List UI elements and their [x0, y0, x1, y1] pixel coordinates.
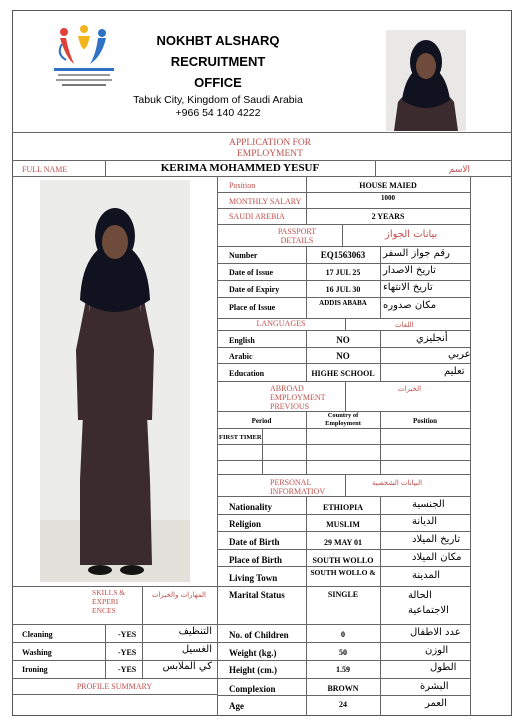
abroad-section-label-ar: الخبرات: [398, 385, 422, 393]
arabic-value: NO: [336, 351, 350, 361]
education-ar: تعليم: [444, 366, 465, 377]
expiry-date-value: 16 JUL 30: [325, 285, 361, 294]
dob-label: Date of Birth: [229, 537, 280, 547]
issue-date-ar: تاريخ الاصدار: [383, 265, 436, 276]
languages-section-label-ar: اللغات: [395, 321, 414, 329]
issue-date-label: Date of Issue: [229, 268, 273, 277]
profile-summary-label: PROFILE SUMMARY: [76, 682, 153, 691]
company-name-line3: OFFICE: [194, 75, 242, 90]
passport-section-label: PASSPORT DETAILS: [277, 227, 317, 245]
nationality-label: Nationality: [229, 502, 273, 512]
company-phone: +966 54 140 4222: [175, 107, 261, 119]
personal-section-label: PERSONAL INFORMATIOV: [270, 478, 326, 496]
living-town-ar: المدينة: [412, 570, 441, 581]
english-label: English: [229, 336, 255, 345]
col-position: Position: [412, 417, 438, 425]
weight-label: Weight (kg.): [229, 648, 277, 658]
header-photo: [386, 30, 466, 131]
full-name-label-ar: الاسم: [448, 165, 470, 175]
religion-value: MUSLIM: [326, 520, 360, 529]
issue-date-value: 17 JUL 25: [325, 268, 361, 277]
education-value: HIGHE SCHOOL: [311, 369, 375, 378]
marital-status-ar: الحالة الاجتماعية: [408, 590, 449, 616]
form-title-line2: EMPLOYMENT: [237, 149, 303, 159]
pob-value: SOUTH WOLLO: [312, 556, 374, 565]
arabic-ar: عربي: [448, 349, 471, 360]
skill-washing-ar: الغسيل: [181, 644, 212, 655]
passport-number-ar: رقم جواز السفر: [383, 248, 450, 259]
skill-washing-label: Washing: [22, 648, 52, 657]
pob-ar: مكان الميلاد: [412, 552, 462, 563]
living-town-value: SOUTH WOLLO &: [310, 568, 376, 577]
weight-value: 50: [339, 648, 347, 657]
pob-label: Place of Birth: [229, 555, 282, 565]
company-city: Tabuk City, Kingdom of Saudi Arabia: [133, 94, 303, 106]
english-value: NO: [336, 335, 350, 345]
form-title-line1: APPLICATION FOR: [228, 138, 312, 148]
company-logo: [52, 24, 116, 90]
weight-ar: الوزن: [425, 645, 449, 656]
personal-section-label-ar: البيانات الشخصية: [372, 479, 423, 487]
age-value: 24: [339, 700, 347, 709]
col-country: Country of Employment: [325, 412, 361, 427]
religion-ar: الديانة: [412, 516, 438, 527]
passport-number-value: EQ1563063: [320, 250, 366, 260]
passport-section-label-ar: بيانات الجواز: [385, 229, 438, 240]
height-ar: الطول: [430, 662, 457, 673]
company-name-line1: NOKHBT ALSHARQ: [156, 33, 280, 48]
full-name-value: KERIMA MOHAMMED YESUF: [160, 162, 320, 174]
complexion-value: BROWN: [327, 684, 359, 693]
expiry-date-label: Date of Expiry: [229, 285, 280, 294]
position-label: Position: [229, 181, 256, 190]
skill-washing-value: -YES: [118, 648, 137, 657]
first-timer-label: FIRST TIMER: [219, 434, 262, 441]
dob-ar: تاريخ الميلاد: [412, 534, 461, 545]
passport-number-label: Number: [229, 251, 258, 260]
nationality-ar: الجنسية: [412, 499, 445, 510]
skill-cleaning-label: Cleaning: [22, 630, 53, 639]
languages-section-label: LANGUAGES: [256, 319, 306, 328]
skill-cleaning-value: -YES: [118, 630, 137, 639]
place-of-issue-label: Place of Issue: [229, 303, 276, 312]
children-ar: عدد الاطفال: [410, 627, 461, 638]
nationality-value: ETHIOPIA: [322, 503, 363, 512]
applicant-photo: [40, 180, 190, 582]
salary-value: 1000: [381, 194, 395, 202]
contract-value: 2 YEARS: [371, 212, 405, 221]
skill-cleaning-ar: التنظيف: [178, 626, 212, 637]
complexion-label: Complexion: [229, 684, 276, 694]
living-town-label: Living Town: [229, 573, 278, 583]
marital-status-value: SINGLE: [327, 590, 359, 599]
expiry-date-ar: تاريخ الانتهاء: [383, 282, 433, 293]
children-value: 0: [341, 630, 345, 639]
dob-value: 29 MAY 01: [323, 538, 363, 547]
skill-ironing-ar: كي الملابس: [162, 661, 212, 672]
skills-section-label: SKILLS & EXPERI ENCES: [92, 588, 126, 615]
skill-ironing-value: -YES: [118, 665, 137, 674]
marital-status-label: Marital Status: [229, 590, 285, 600]
english-ar: أنجليزي: [416, 333, 448, 344]
education-label: Education: [229, 369, 265, 378]
age-label: Age: [229, 701, 244, 711]
position-value: HOUSE MAIED: [359, 181, 417, 190]
abroad-section-label: ABROAD EMPLOYMENT PREVIOUS: [270, 384, 326, 411]
height-label: Height (cm.): [229, 665, 277, 675]
company-name-line2: RECRUITMENT: [170, 54, 266, 69]
country-label: SAUDI AREBIA: [229, 212, 285, 221]
salary-label: MONTHLY SALARY: [229, 197, 302, 206]
full-name-label: FULL NAME: [22, 165, 68, 174]
children-label: No. of Children: [229, 630, 289, 640]
height-value: 1.59: [336, 665, 350, 674]
arabic-label: Arabic: [229, 352, 253, 361]
place-of-issue-ar: مكان صدوره: [383, 300, 437, 311]
skill-ironing-label: Ironing: [22, 665, 48, 674]
age-ar: العمر: [425, 698, 447, 709]
skills-section-label-ar: المهارات والخبرات: [151, 591, 206, 599]
complexion-ar: البشرة: [420, 681, 449, 692]
religion-label: Religion: [229, 519, 262, 529]
place-of-issue-value: ADDIS ABABA: [319, 299, 367, 307]
col-period: Period: [251, 417, 272, 425]
